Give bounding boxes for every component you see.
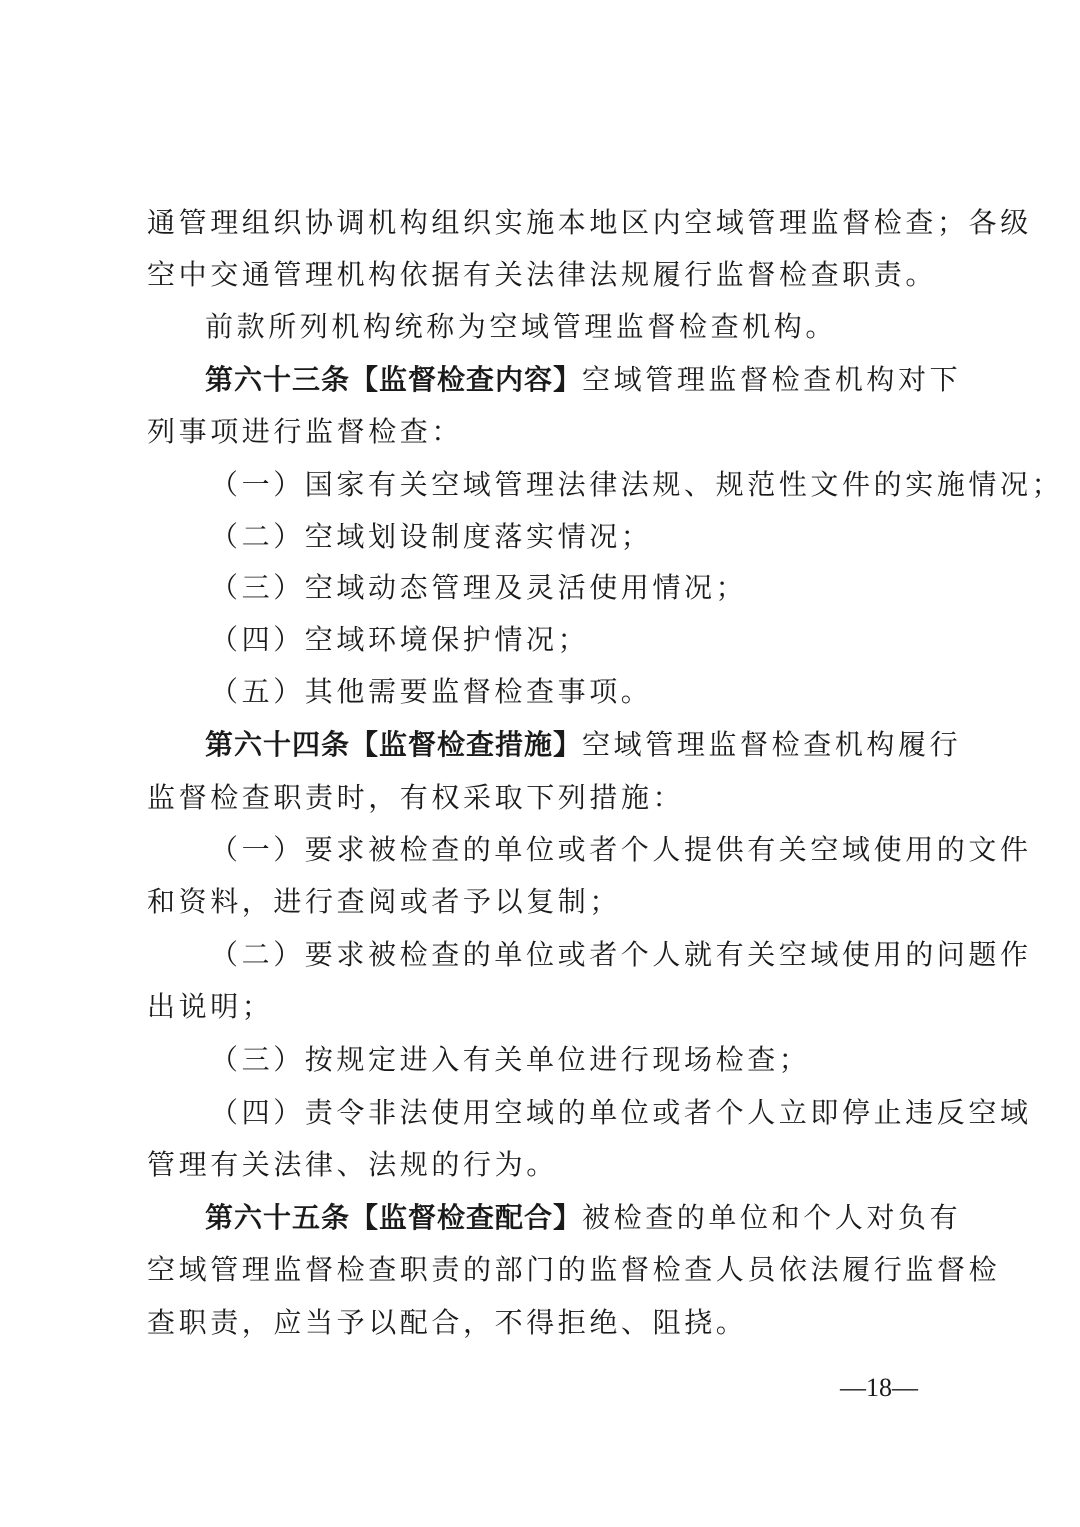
paragraph-line: 空中交通管理机构依据有关法律法规履行监督检查职责。 xyxy=(147,258,938,291)
article-64-heading: 第六十四条【监督检查措施】空域管理监督检查机构履行 xyxy=(205,728,962,761)
paragraph-line: 通管理组织协调机构组织实施本地区内空域管理监督检查；各级 xyxy=(147,206,1032,239)
list-item: （四）责令非法使用空域的单位或者个人立即停止违反空域 xyxy=(210,1096,1032,1129)
paragraph-line: 前款所列机构统称为空域管理监督检查机构。 xyxy=(205,310,838,343)
paragraph-line: 查职责，应当予以配合，不得拒绝、阻挠。 xyxy=(147,1306,748,1339)
article-number: 第六十四条 xyxy=(205,728,351,761)
article-63-heading: 第六十三条【监督检查内容】空域管理监督检查机构对下 xyxy=(205,363,962,396)
article-title: 【监督检查配合】 xyxy=(350,1201,583,1234)
page-number: —18— xyxy=(840,1373,918,1402)
paragraph-line: 监督检查职责时，有权采取下列措施： xyxy=(147,781,685,814)
paragraph-line: 列事项进行监督检查： xyxy=(147,415,464,448)
list-item: （三）空域动态管理及灵活使用情况； xyxy=(210,571,748,604)
list-item: （三）按规定进入有关单位进行现场检查； xyxy=(210,1043,811,1076)
paragraph-line: 管理有关法律、法规的行为。 xyxy=(147,1148,558,1181)
paragraph-line: 出说明； xyxy=(147,990,274,1023)
article-title: 【监督检查内容】 xyxy=(350,363,583,396)
list-item: （四）空域环境保护情况； xyxy=(210,623,590,656)
paragraph-line: 和资料，进行查阅或者予以复制； xyxy=(147,885,622,918)
article-number: 第六十五条 xyxy=(205,1201,351,1234)
article-title: 【监督检查措施】 xyxy=(350,728,583,761)
list-item: （一）要求被检查的单位或者个人提供有关空域使用的文件 xyxy=(210,833,1032,866)
list-item: （五）其他需要监督检查事项。 xyxy=(210,675,653,708)
list-item: （二）要求被检查的单位或者个人就有关空域使用的问题作 xyxy=(210,938,1032,971)
paragraph-line: 空域管理监督检查职责的部门的监督检查人员依法履行监督检 xyxy=(147,1253,1001,1286)
list-item: （一）国家有关空域管理法律法规、规范性文件的实施情况； xyxy=(210,468,1064,501)
list-item: （二）空域划设制度落实情况； xyxy=(210,520,653,553)
article-65-heading: 第六十五条【监督检查配合】被检查的单位和个人对负有 xyxy=(205,1201,962,1234)
article-number: 第六十三条 xyxy=(205,363,351,396)
